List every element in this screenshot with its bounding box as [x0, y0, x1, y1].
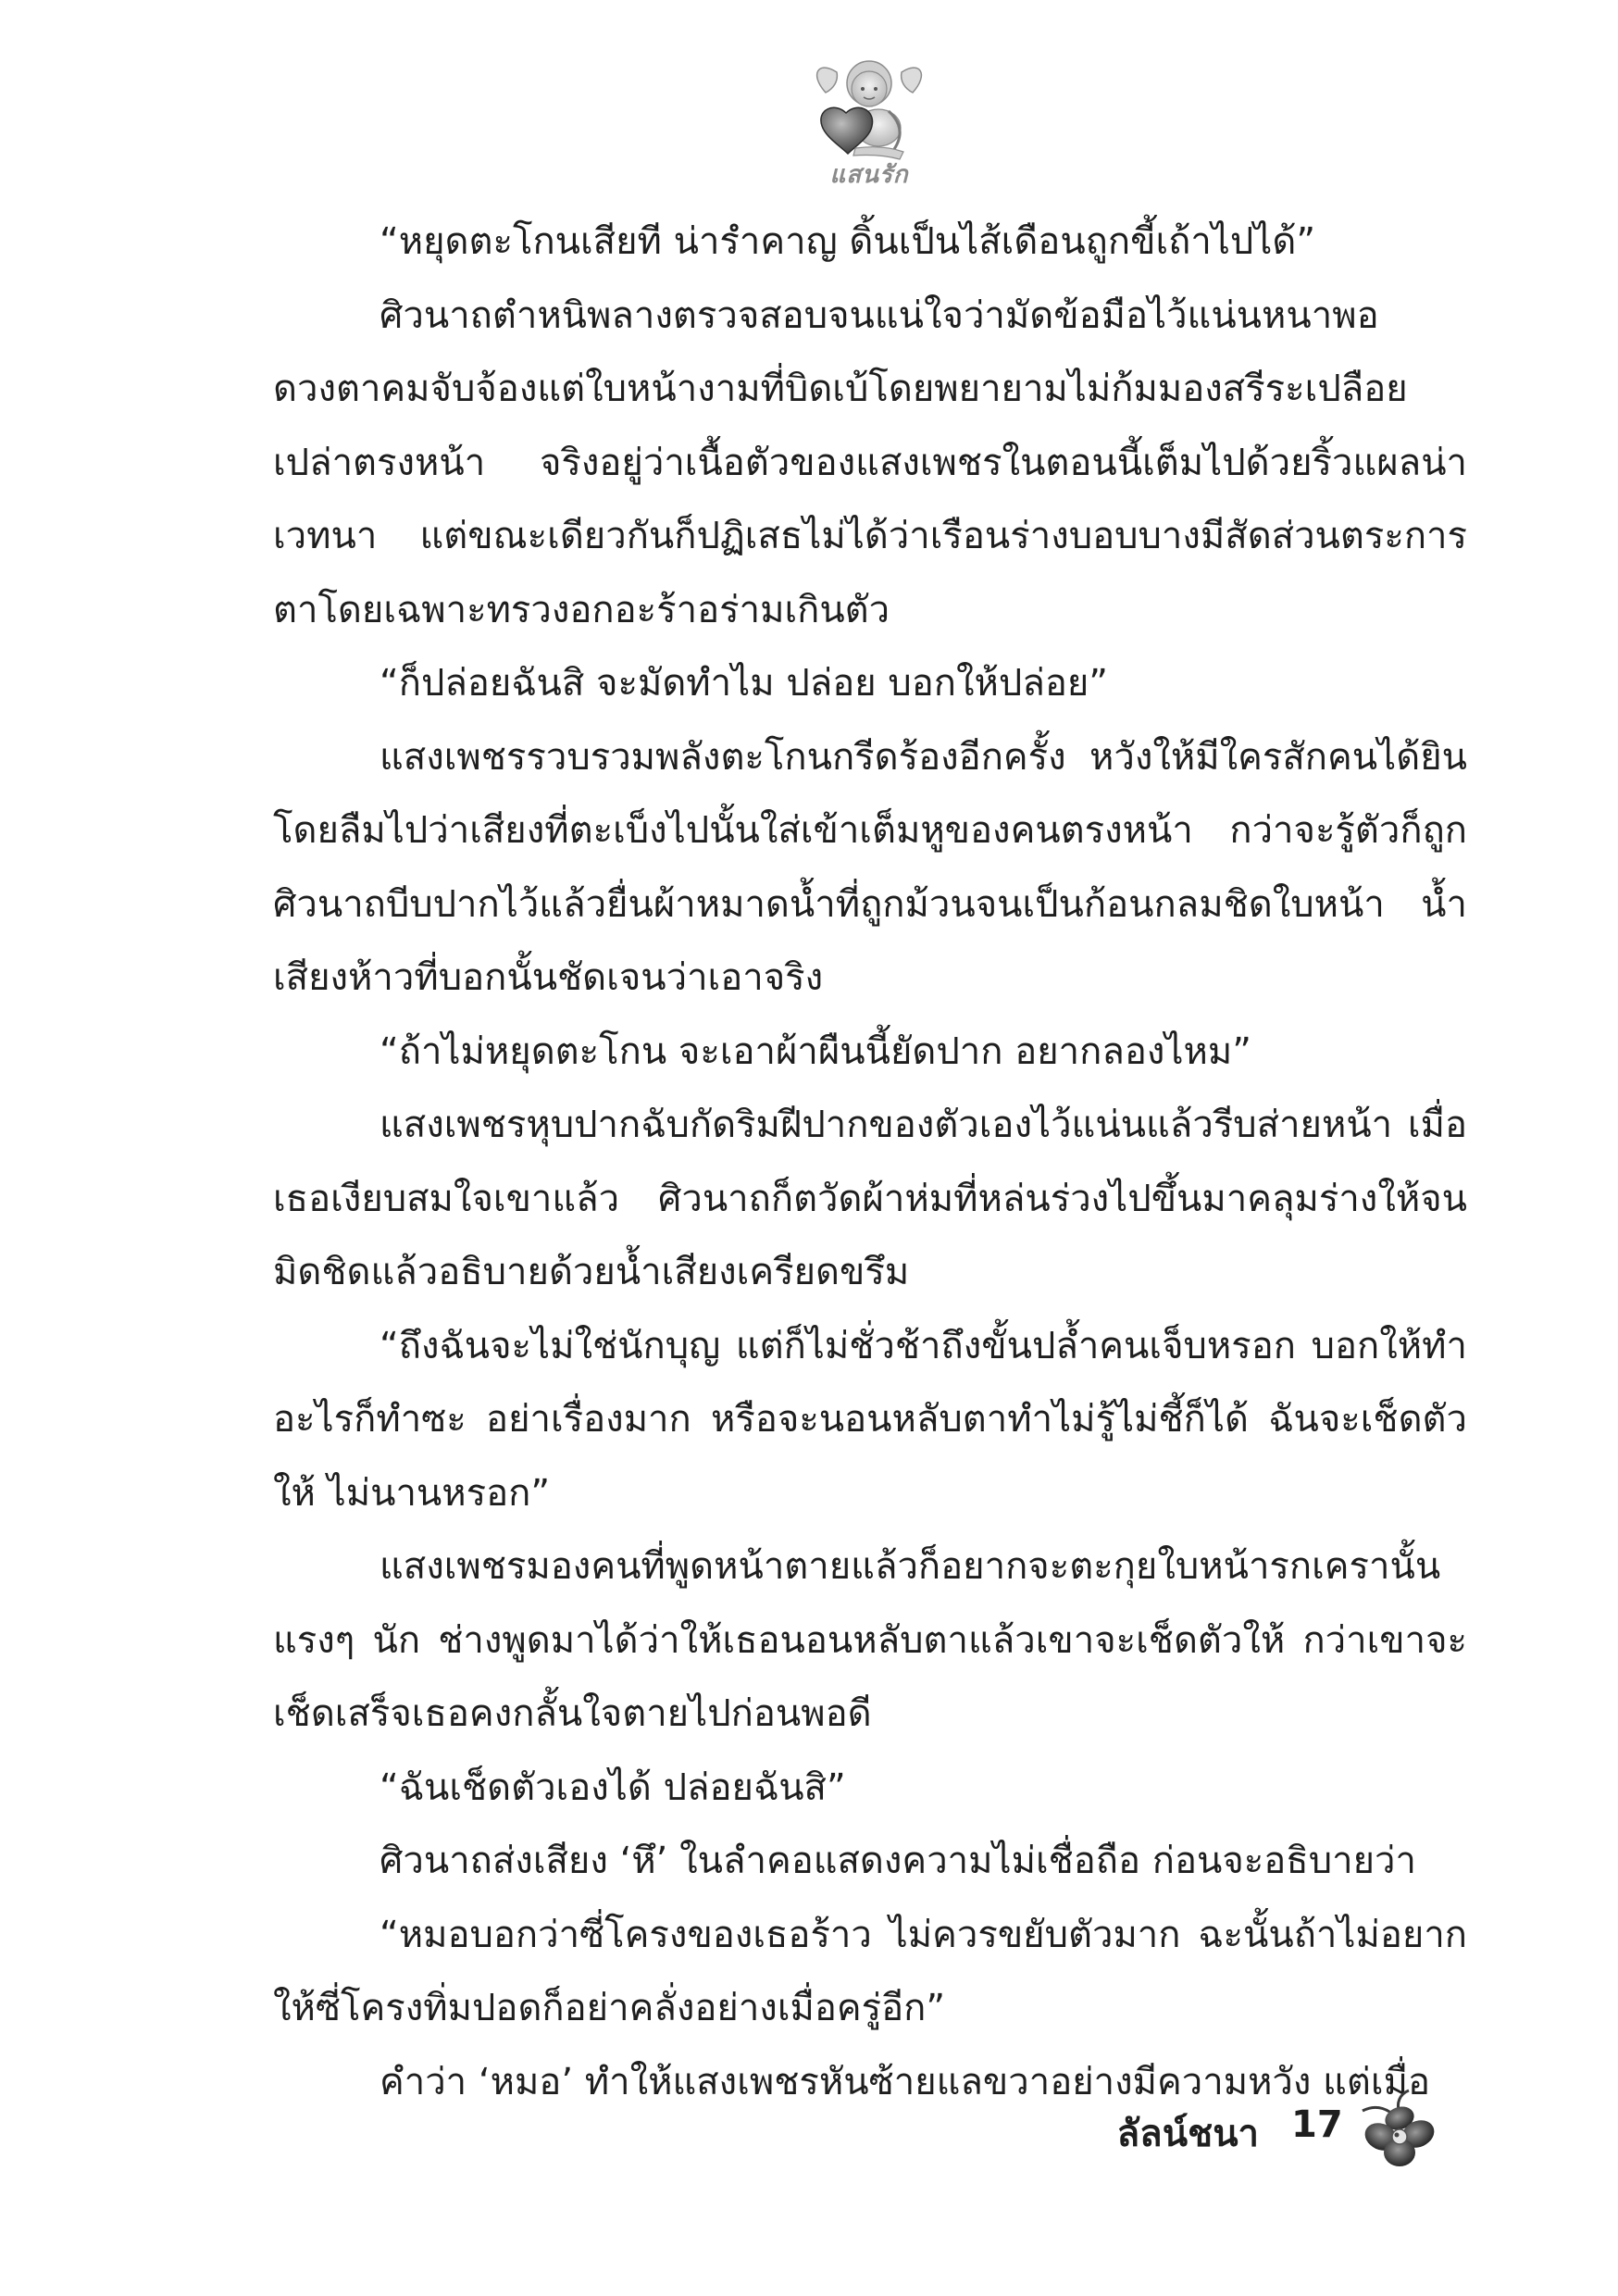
paragraph: ศิวนาถส่งเสียง ‘หึ’ ในลำคอแสดงความไม่เชื่อถือ ก่อนจะอธิบายว่า — [380, 1840, 1416, 1882]
paragraph: “ถ้าไม่หยุดตะโกน จะเอาผ้าผืนนี้ยัดปาก อยากลองไหม” — [380, 1029, 1251, 1073]
paragraph: แสงเพชรมองคนที่พูดหน้าตายแล้วก็อยากจะตะกุยใบหน้ารกเครานั้นแรงๆ นัก ช่างพูดมาได้ว่าให้เธอนอนหลับตาแล้วเขาจะเช็ดตัวให้ กว่าเขาจะเช็ดเสร็จเธอคงกลั้นใจตายไปก่อนพอดี — [273, 1545, 1467, 1735]
page-number: 17 — [1291, 2103, 1343, 2146]
logo-text: แสนรัก — [829, 161, 909, 189]
paragraph: “ฉันเช็ดตัวเองได้ ปล่อยฉันสิ” — [380, 1766, 846, 1809]
paragraph: ศิวนาถตำหนิพลางตรวจสอบจนแน่ใจว่ามัดข้อมือไว้แน่นหนาพอ ดวงตาคมจับจ้องแต่ใบหน้างามที่บิดเบ้โดยพยายามไม่ก้มมองสรีระเปลือยเปล่าตรงหน้า จริงอยู่ว่าเนื้อตัวของแสงเพชรในตอนนี้เต็มไปด้วยริ้วแผลน่าเวทนา แต่ขณะเดียวกันก็ปฏิเสธไม่ได้ว่าเรือนร่างบอบบางมีสัดส่วนตระการตาโดยเฉพาะทรวงอกอะร้าอร่ามเกินตัว — [273, 293, 1467, 631]
page-footer — [1064, 2083, 1453, 2185]
paragraph: แสงเพชรรวบรวมพลังตะโกนกรีดร้องอีกครั้ง หวังให้มีใครสักคนได้ยิน โดยลืมไปว่าเสียงที่ตะเบ็งไปนั้นใส่เข้าเต็มหูของคนตรงหน้า กว่าจะรู้ตัวก็ถูกศิวนาถบีบปากไว้แล้วยื่นผ้าหมาดน้ำที่ถูกม้วนจนเป็นก้อนกลมชิดใบหน้า น้ำเสียงห้าวที่บอกนั้นชัดเจนว่าเอาจริง — [273, 735, 1467, 999]
paragraph: คำว่า ‘หมอ’ ทำให้แสงเพชรหันซ้ายแลขวาอย่างมีความหวัง แต่เมื่อ — [380, 2060, 1430, 2103]
paragraph: “หยุดตะโกนเสียที น่ารำคาญ ดิ้นเป็นไส้เดือนถูกขี้เถ้าไปได้” — [380, 220, 1316, 263]
body-text — [273, 206, 1467, 2119]
paragraph: แสงเพชรหุบปากฉับกัดริมฝีปากของตัวเองไว้แน่นแล้วรีบส่ายหน้า เมื่อเธอเงียบสมใจเขาแล้ว ศิวนาถก็ตวัดผ้าห่มที่หล่นร่วงไปขึ้นมาคลุมร่างให้จนมิดชิดแล้วอธิบายด้วยน้ำเสียงเครียดขรึม — [273, 1104, 1467, 1293]
paragraph: “หมอบอกว่าซี่โครงของเธอร้าว ไม่ควรขยับตัวมาก ฉะนั้นถ้าไม่อยากให้ซี่โครงทิ่มปอดก็อย่าคลั่งอย่างเมื่อครู่อีก” — [273, 1913, 1467, 2029]
author-name: ลัลน์ชนา — [1116, 2113, 1259, 2155]
header-logo — [800, 56, 939, 194]
paragraph: “ถึงฉันจะไม่ใช่นักบุญ แต่ก็ไม่ชั่วช้าถึงขั้นปล้ำคนเจ็บหรอก บอกให้ทำอะไรก็ทำซะ อย่าเรื่องมาก หรือจะนอนหลับตาทำไม่รู้ไม่ชี้ก็ได้ ฉันจะเช็ดตัวให้ ไม่นานหรอก” — [273, 1324, 1467, 1515]
paragraph: “ก็ปล่อยฉันสิ จะมัดทำไม ปล่อย บอกให้ปล่อย” — [380, 662, 1109, 705]
orchid-flower-icon — [1353, 2083, 1446, 2176]
